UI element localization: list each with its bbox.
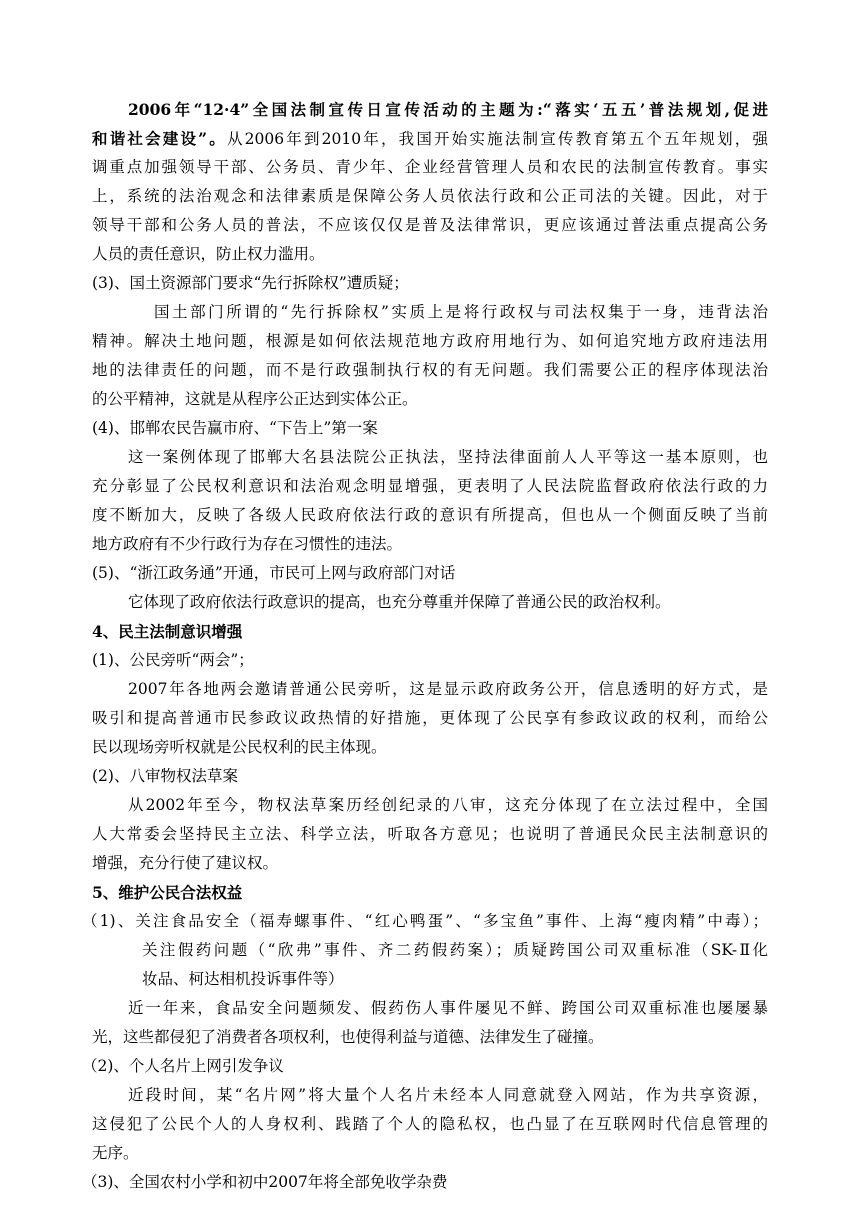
paragraph-line: 它体现了政府依法行政意识的提高，也充分尊重并保障了普通公民的政治权利。 bbox=[128, 593, 671, 611]
paragraph-line: 民以现场旁听权就是公民权利的民主体现。 bbox=[92, 738, 387, 756]
document-body bbox=[82, 95, 768, 1197]
paragraph-line: 这侵犯了公民个人的人身权利、践踏了个人的隐私权，也凸显了在互联网时代信息管理的 bbox=[92, 1115, 768, 1133]
paragraph-line: 充分彰显了公民权利意识和法治观念明显增强，更表明了人民法院监督政府依法行政的力 bbox=[92, 477, 768, 495]
item-title: (1)、公民旁听“两会”； bbox=[92, 651, 254, 669]
paragraph-line: 这一案例体现了邯郸大名县法院公正执法，坚持法律面前人人平等这一基本原则，也 bbox=[128, 448, 768, 466]
paragraph-line bbox=[92, 124, 768, 153]
paragraph-line: 关注假药问题（“欣弗”事件、齐二药假药案）；质疑跨国公司双重标准（SK-Ⅱ化 bbox=[142, 941, 768, 959]
item-title: （2)、个人名片上网引发争议 bbox=[82, 1057, 284, 1075]
text-span: 从2006年到2010年，我国开始实施法制宣传教育第五个五年规划，强 bbox=[226, 130, 768, 148]
paragraph-line: 地方政府有不少行政行为存在习惯性的违法。 bbox=[92, 535, 403, 553]
paragraph-line: 近一年来，食品安全问题频发、假药伤人事件屡见不鲜、跨国公司双重标准也屡屡暴 bbox=[128, 999, 768, 1017]
paragraph-line: 增强，充分行使了建议权。 bbox=[92, 854, 279, 872]
paragraph-line: 无序。 bbox=[92, 1144, 139, 1162]
section-5 bbox=[82, 878, 768, 1197]
paragraph-line: 人员的责任意识，防止权力滥用。 bbox=[92, 245, 325, 263]
theme-tail: 和谐社会建设”。 bbox=[92, 129, 227, 148]
paragraph-line: 的公平精神，这就是从程序公正达到实体公正。 bbox=[92, 390, 418, 408]
item-5 bbox=[92, 559, 768, 617]
paragraph-line: 调重点加强领导干部、公务员、青少年、企业经营管理人员和农民的法制宣传教育。事实 bbox=[92, 158, 768, 176]
paragraph-line: 人大常委会坚持民主立法、科学立法，听取各方意见；也说明了普通民众民主法制意识的 bbox=[92, 825, 768, 843]
paragraph-line: 精神。解决土地问题，根源是如何依法规范地方政府用地行为、如何追究地方政府违法用 bbox=[92, 332, 768, 350]
paragraph-line: 国土部门所谓的“先行拆除权”实质上是将行政权与司法权集于一身，违背法治 bbox=[154, 303, 768, 321]
paragraph-line: 地的法律责任的问题，而不是行政强制执行权的有无问题。我们需要公正的程序体现法治 bbox=[92, 361, 768, 379]
paragraph-line: 领导干部和公务人员的普法，不应该仅仅是普及法律常识，更应该通过普法重点提高公务 bbox=[92, 216, 768, 234]
item-title: (4)、邯郸农民告赢市府、“下告上”第一案 bbox=[92, 419, 378, 437]
paragraph-line: 近段时间，某“名片网”将大量个人名片未经本人同意就登入网站，作为共享资源， bbox=[128, 1086, 768, 1104]
paragraph-line: 2006年“12·4”全国法制宣传日宣传活动的主题为:“落实‘五五’普法规划,促进 bbox=[128, 100, 768, 119]
paragraph-line: 2007年各地两会邀请普通公民旁听，这是显示政府政务公开，信息透明的好方式，是 bbox=[128, 680, 768, 698]
section-heading: 4、民主法制意识增强 bbox=[92, 622, 243, 641]
paragraph-line: 从2002年至今，物权法草案历经创纪录的八审，这充分体现了在立法过程中，全国 bbox=[128, 796, 768, 814]
item-title: （3)、全国农村小学和初中2007年将全部免收学杂费 bbox=[82, 1173, 448, 1191]
item-4 bbox=[92, 414, 768, 559]
item-title: (5)、“浙江政务通”开通，市民可上网与政府部门对话 bbox=[92, 564, 456, 582]
item-title: (2)、八审物权法草案 bbox=[92, 767, 238, 785]
item-3 bbox=[92, 269, 768, 414]
paragraph-line: 度不断加大，反映了各级人民政府依法行政的意识有所提高，但也从一个侧面反映了当前 bbox=[92, 506, 768, 524]
paragraph-line: 光，这些都侵犯了消费者各项权利，也使得利益与道德、法律发生了碰撞。 bbox=[92, 1028, 604, 1046]
paragraph-line: 妆品、柯达相机投诉事件等） bbox=[142, 970, 344, 988]
paragraph-line: 上，系统的法治观念和法律素质是保障公务人员依法行政和公正司法的关键。因此，对于 bbox=[92, 187, 768, 205]
paragraph-line: 吸引和提高普通市民参政议政热情的好措施，更体现了公民享有参政议政的权利，而给公 bbox=[92, 709, 768, 727]
item-title: (3)、国土资源部门要求“先行拆除权”遭质疑； bbox=[92, 274, 409, 292]
intro-paragraph bbox=[92, 95, 768, 269]
section-heading: 5、维护公民合法权益 bbox=[92, 883, 243, 902]
item-title: （1)、关注食品安全（福寿螺事件、“红心鸭蛋”、“多宝鱼”事件、上海“瘦肉精”中毒）； bbox=[82, 912, 768, 930]
section-4 bbox=[92, 617, 768, 878]
